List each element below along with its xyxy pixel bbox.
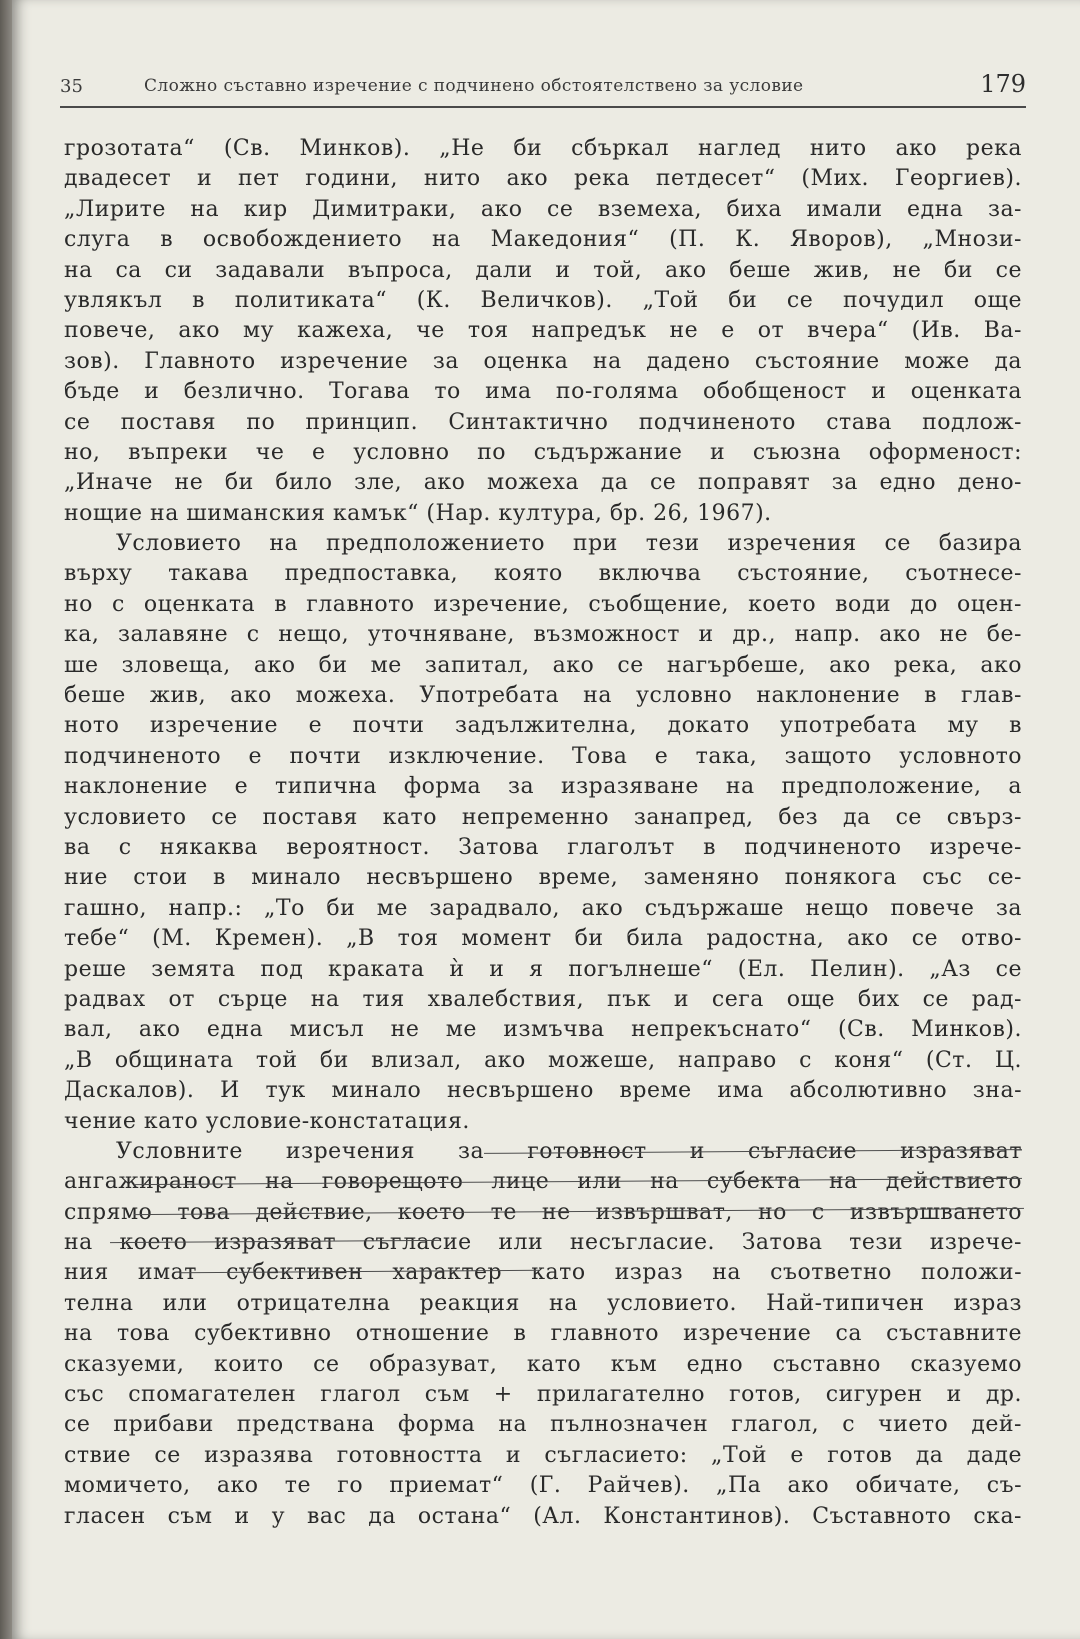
text-line: Условието на предположението при тези изречения се базира [116,531,1022,557]
text-line: сказуеми, които се образуват, като към едно съставно сказуемо [64,1351,1022,1377]
running-title: Сложно съставно изречение с подчинено обстоятелствено за условие [144,76,804,96]
text-line: но с оценката в главното изречение, съобщение, което води до оцен- [64,591,1022,617]
text-line: чение като условие-констатация. [64,1108,470,1134]
text-line: двадесет и пет години, нито ако река петдесет“ (Мих. Георгиев). [64,166,1022,192]
text-line: зов). Главното изречение за оценка на дадено състояние може да [64,348,1022,374]
text-line: на което изразяват съгласие или несъгласие. Затова тези изрече- [64,1230,1022,1256]
text-line: нощие на шиманския камък“ (Нар. култура, бр. 26, 1967). [64,500,772,526]
text-line: ното изречение е почти задължителна, докато употребата му в [64,713,1022,739]
text-line: телна или отрицателна реакция на условието. Най-типичен израз [64,1290,1022,1316]
text-line: слуга в освобождението на Македония“ (П. К. Яворов), „Мнози- [64,227,1022,253]
text-line: момичето, ако те го приемат“ (Г. Райчев). „Па ако обичате, съ- [64,1473,1022,1499]
text-line: „Иначе не би било зле, ако можеха да се поправят за едно дено- [64,470,1022,496]
body-text [64,134,1022,1532]
chapter-number: 35 [60,76,83,97]
text-line: но, въпреки че е условно по съдържание и съюзна оформеност: [64,439,1022,465]
text-line: беше жив, ако можеха. Употребата на условно наклонение в глав- [64,683,1022,709]
text-line: ствие се изразява готовността и съгласието: „Той е готов да даде [64,1442,1022,1468]
text-line: реше земята под краката ѝ и я погълнеше“ (Ел. Пелин). „Аз се [64,956,1022,982]
text-line: Даскалов). И тук минало несвършено време има абсолютивно зна- [64,1078,1022,1104]
text-line: със спомагателен глагол съм + прилагателно готов, сигурен и др. [64,1382,1022,1408]
text-line: бъде и безлично. Тогава то има по-голяма обобщеност и оценката [64,379,1022,405]
text-line: радвах от сърце на тия хвалебствия, пък и сега още бих се рад- [64,986,1022,1012]
text-line: грозотата“ (Св. Минков). „Не би сбъркал наглед нито ако река [64,136,1022,161]
text-line: ангажираност на говорещото лице или на субекта на действието [64,1169,1022,1195]
text-line: „В общината той би влизал, ако можеше, направо с коня“ (Ст. Ц. [64,1047,1022,1073]
text-line: гашно, напр.: „То би ме зарадвало, ако съдържаше нещо повече за [64,895,1022,921]
text-line: ния имат субективен характер като израз на съответно положи- [64,1260,1022,1286]
text-line: наклонение е типична форма за изразяване на предположение, а [64,774,1022,800]
text-line: се прибави предствана форма на пълнозначен глагол, с чието дей- [64,1412,1022,1438]
text-line: на са си задавали въпроса, дали и той, ако беше жив, не би се [64,257,1022,283]
text-line: условието се поставя като непременно занапред, без да се свърз- [64,804,1022,830]
text-line: ние стои в минало несвършено време, заменяно понякога със се- [64,865,1022,891]
page-number: 179 [980,70,1026,98]
page-header [60,70,1026,108]
text-line: „Лирите на кир Димитраки, ако се вземеха, биха имали една за- [64,196,1022,222]
text-line: се поставя по принцип. Синтактично подчиненото става подлож- [64,409,1022,435]
text-line: повече, ако му кажеха, че тоя напредък не е от вчера“ (Ив. Ва- [64,318,1022,344]
text-line: ше зловеща, ако би ме запитал, ако се нагърбеше, ако река, ако [64,652,1022,678]
text-line: увлякъл в политиката“ (К. Величков). „Той би се почудил още [64,287,1022,313]
text-line: спрямо това действие, което те не извършват, но с извършването [64,1199,1022,1225]
text-line: Условните изречения за готовност и съгласие изразяват [116,1138,1022,1164]
text-line: подчиненото е почти изключение. Това е така, защото условното [64,743,1022,769]
text-line: гласен съм и у вас да остана“ (Ал. Константинов). Съставното ска- [64,1503,1022,1529]
text-line: върху такава предпоставка, която включва състояние, съотнесе- [64,561,1022,587]
text-line: ва с някаква вероятност. Затова глаголът в подчиненото изрече- [64,834,1022,860]
text-line: вал, ако една мисъл не ме измъчва непрекъснато“ (Св. Минков). [64,1017,1022,1043]
text-line: ка, залавяне с нещо, уточняване, възможност и др., напр. ако не бе- [64,622,1022,648]
book-spine-edge [0,0,12,1639]
text-line: на това субективно отношение в главното изречение са съставните [64,1321,1022,1347]
text-line: тебе“ (М. Кремен). „В тоя момент би била радостна, ако се отво- [64,926,1022,952]
